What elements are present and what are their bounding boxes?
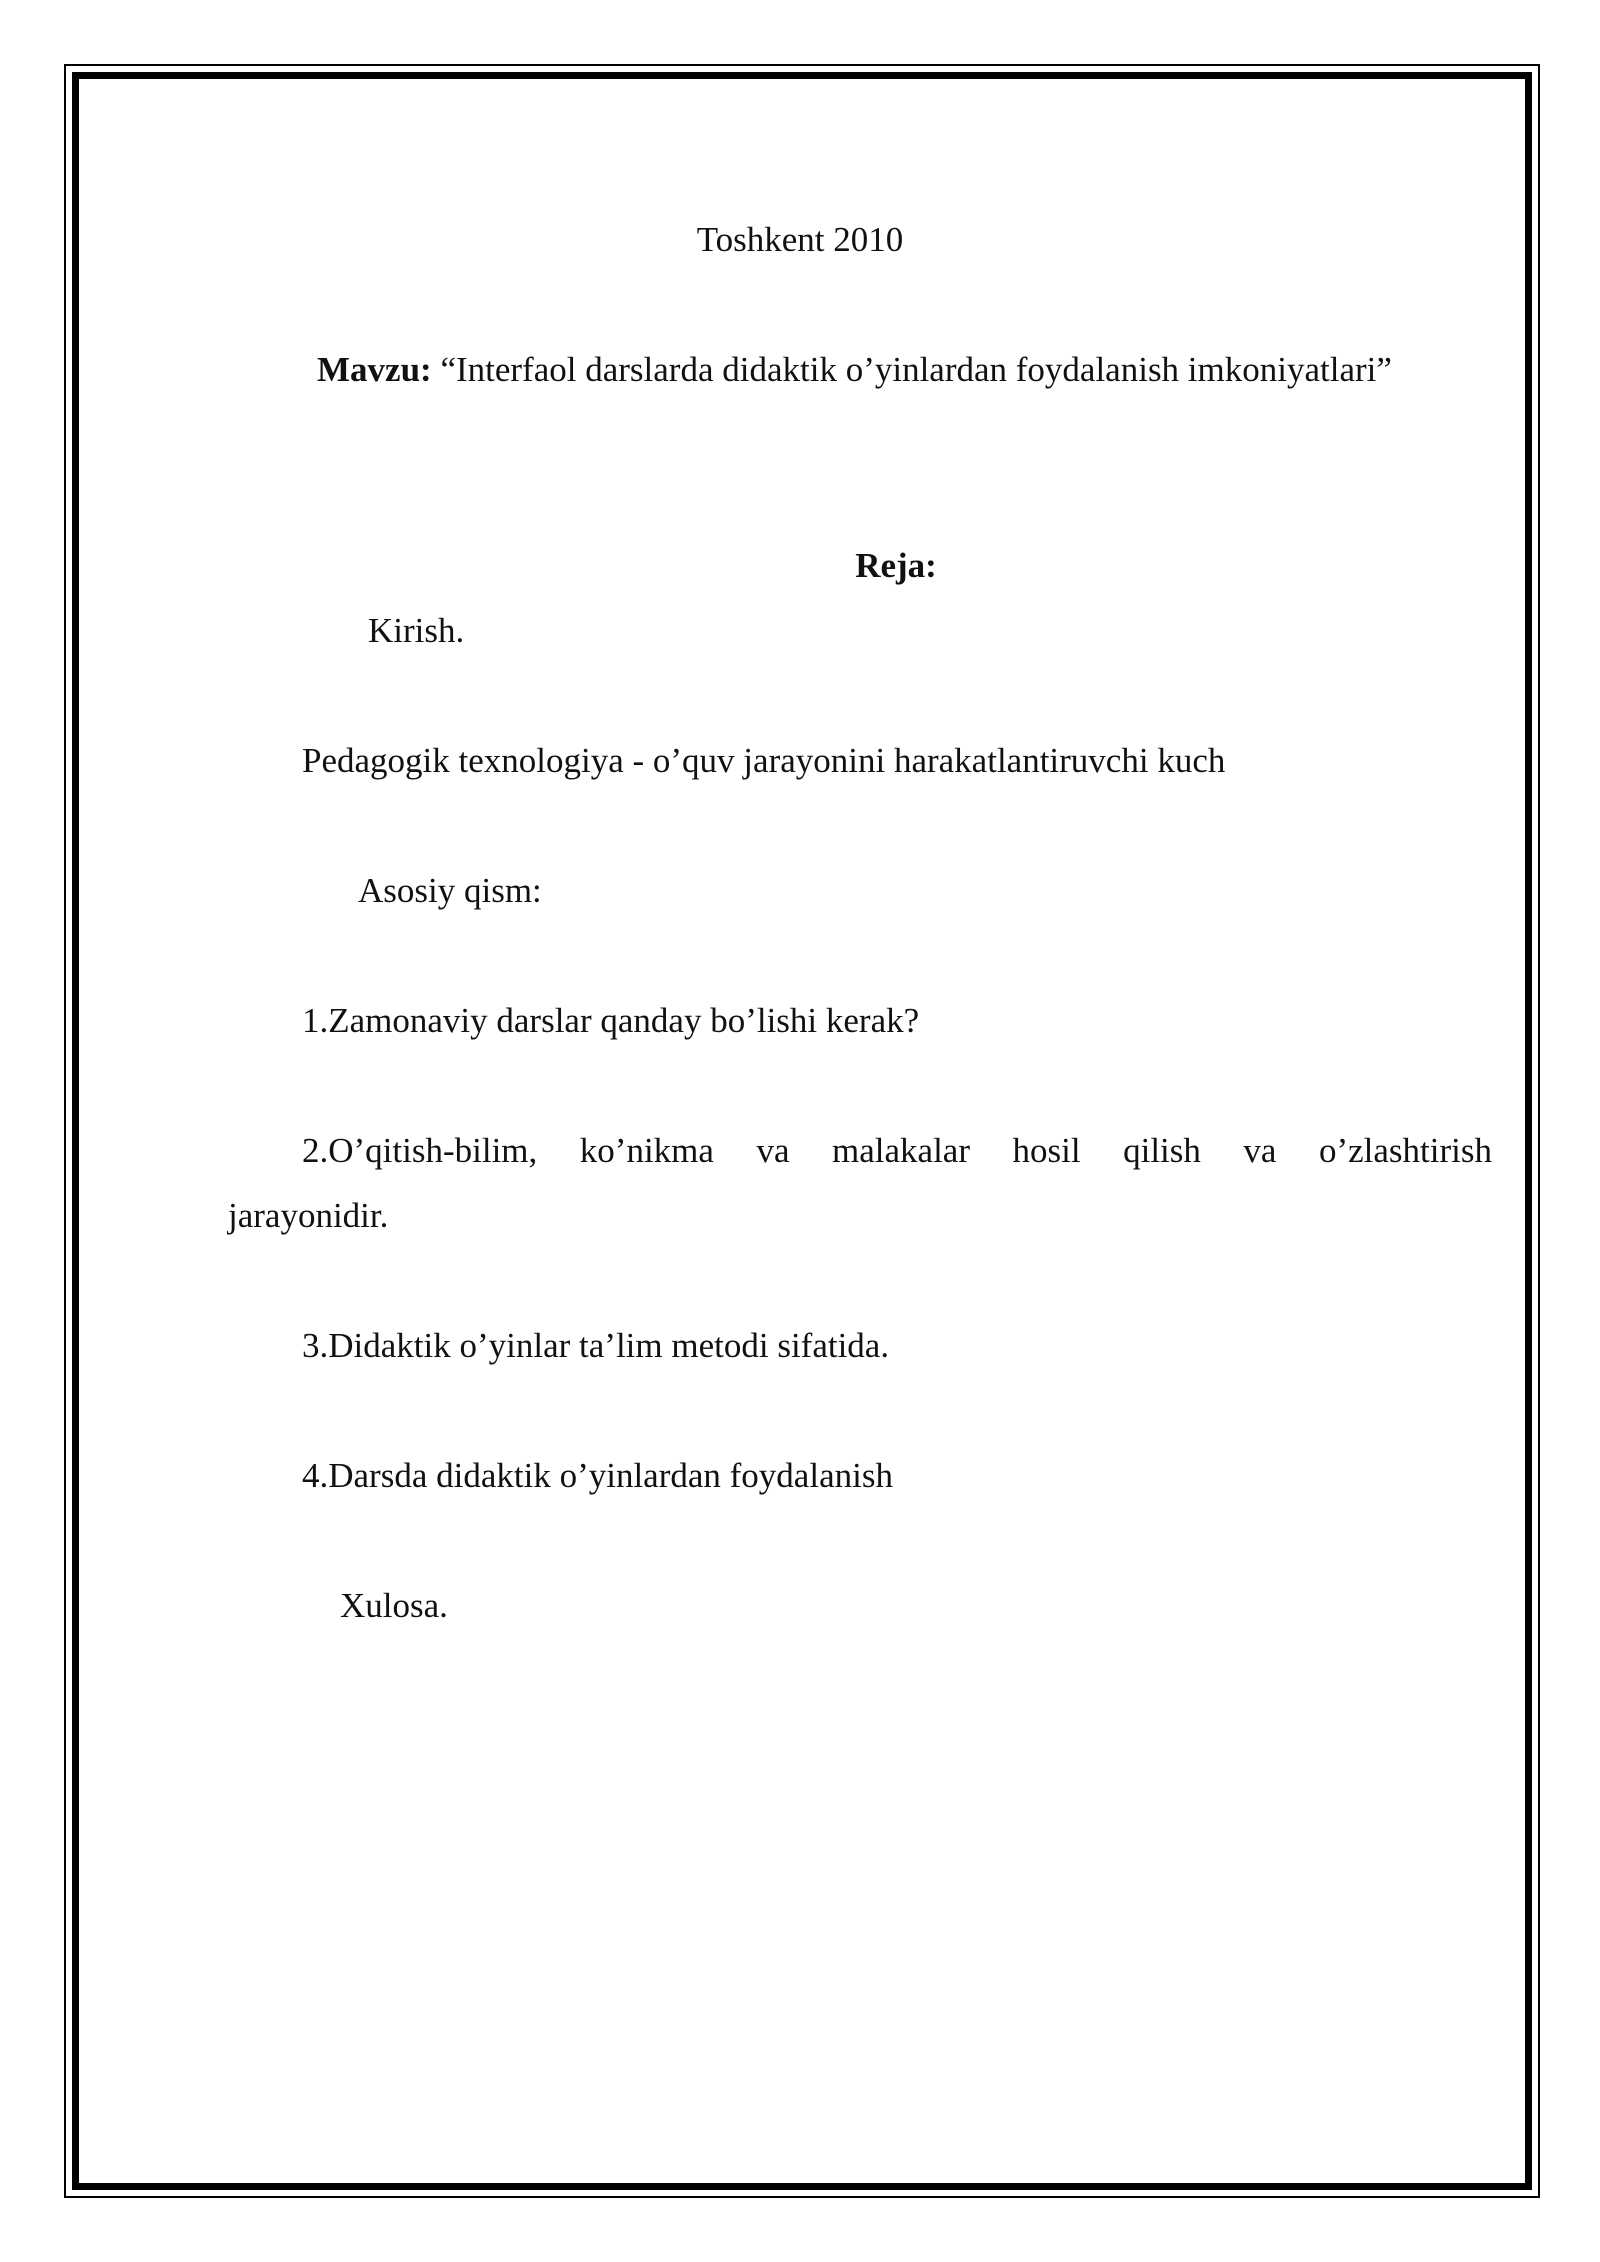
plan-item-2-line2: jarayonidir. [228,1196,389,1235]
plan-item-2-word: va [756,1131,790,1170]
plan-item-pedagogy: Pedagogik texnologiya - o’quv jarayonini harakatlantiruvchi kuch [302,741,1226,780]
plan-item-4: 4.Darsda didaktik o’yinlardan foydalanish [302,1456,893,1495]
plan-item-conclusion: Xulosa. [340,1586,448,1625]
topic-line [317,348,1392,392]
plan-item-intro: Kirish. [368,611,465,650]
plan-item-2-word: qilish [1123,1131,1201,1170]
topic-text: “Interfaol darslarda didaktik o’yinlardan foydalanish imkoniyatlari” [440,350,1392,389]
plan-item-2-word: va [1243,1131,1277,1170]
plan-item-2-word: ko’nikma [579,1131,714,1170]
plan-item-2-word: malakalar [832,1131,970,1170]
plan-item-2-word: 2.O’qitish-bilim, [302,1131,538,1170]
plan-item-2-word: hosil [1012,1131,1081,1170]
place-year: Toshkent 2010 [696,220,904,259]
plan-item-2-word: o’zlashtirish [1318,1131,1492,1170]
topic-label: Mavzu: [317,350,432,389]
plan-item-2-line1 [302,1129,1492,1173]
plan-item-3: 3.Didaktik o’yinlar ta’lim metodi sifatida. [302,1326,890,1365]
plan-item-1: 1.Zamonaviy darslar qanday bo’lishi kerak? [302,1001,920,1040]
plan-item-main-part: Asosiy qism: [358,871,542,910]
plan-heading: Reja: [855,546,937,585]
